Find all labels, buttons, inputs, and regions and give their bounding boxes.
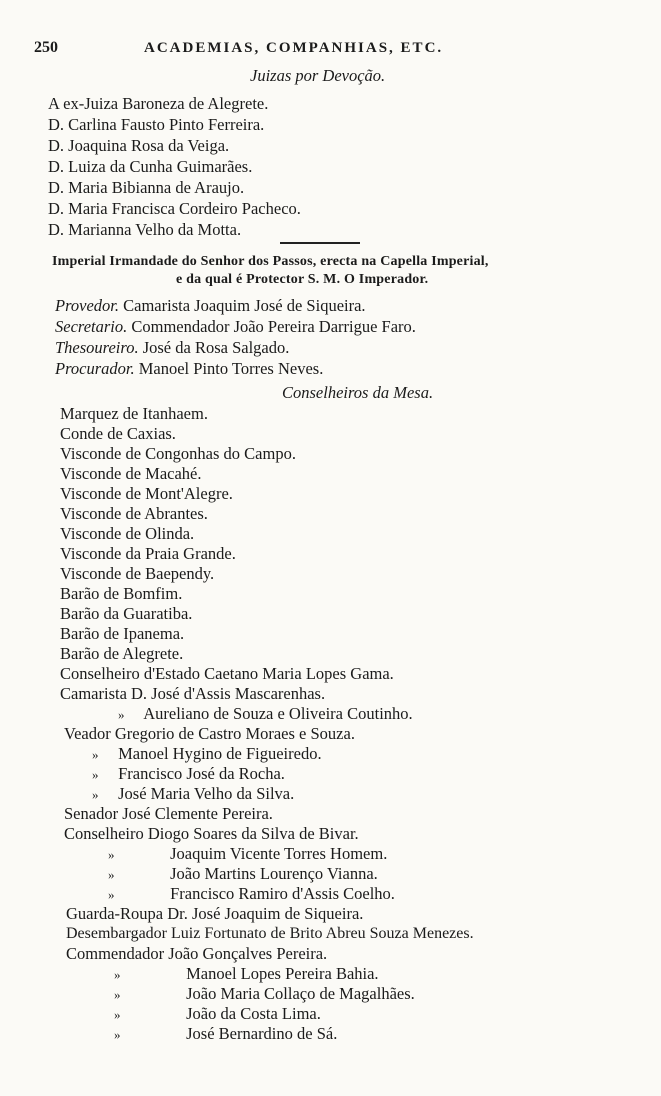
conselheiro-name: Joaquim Vicente Torres Homem. [170,844,388,863]
officer-line [55,359,323,379]
conselheiro-item: Commendador João Gonçalves Pereira. [66,944,328,963]
conselheiro-name: Francisco José da Rocha. [118,764,285,783]
officer-name: Manoel Pinto Torres Neves. [138,359,324,378]
officer-role: Thesoureiro. [55,338,139,357]
conselheiro-name: Francisco Ramiro d'Assis Coelho. [170,884,395,903]
conselheiro-item: Visconde de Olinda. [60,524,195,543]
juiza-item: D. Joaquina Rosa da Veiga. [48,136,230,155]
conselheiro-name: Manoel Hygino de Figueiredo. [118,744,322,763]
conselheiro-item [118,704,413,725]
ditto-mark: » [92,787,99,802]
ditto-mark: » [118,707,125,722]
conselheiro-item [108,844,387,865]
conselheiro-item: Conde de Caxias. [60,424,176,443]
conselheiro-item [114,1024,337,1045]
juiza-item: D. Luiza da Cunha Guimarães. [48,157,253,176]
conselheiro-item [92,764,285,785]
ditto-mark: » [108,847,115,862]
conselheiro-name: José Maria Velho da Silva. [118,784,295,803]
conselheiro-name: José Bernardino de Sá. [186,1024,338,1043]
conselheiro-item [114,1004,321,1025]
officer-name: José da Rosa Salgado. [142,338,290,357]
conselheiro-item: Camarista D. José d'Assis Mascarenhas. [60,684,326,703]
officer-role: Secretario. [55,317,128,336]
conselheiro-name: Aureliano de Souza e Oliveira Coutinho. [143,704,413,723]
conselheiro-item [114,984,415,1005]
ditto-mark: » [114,1027,121,1042]
juiza-item: D. Maria Francisca Cordeiro Pacheco. [48,199,301,218]
ditto-mark: » [114,987,121,1002]
conselheiro-item: Conselheiro Diogo Soares da Silva de Bivar. [64,824,359,843]
ditto-mark: » [92,767,99,782]
section-divider [280,242,360,244]
conselheiro-item [108,884,395,905]
conselheiro-item: Veador Gregorio de Castro Moraes e Souza. [64,724,355,743]
officer-role: Procurador. [55,359,135,378]
conselheiro-item: Visconde de Abrantes. [60,504,208,523]
conselheiro-item: Barão de Alegrete. [60,644,184,663]
officer-role: Provedor. [55,296,120,315]
conselheiro-item: Barão da Guaratiba. [60,604,193,623]
ditto-mark: » [92,747,99,762]
conselheiro-item: Visconde da Praia Grande. [60,544,236,563]
conselheiro-name: Manoel Lopes Pereira Bahia. [186,964,379,983]
conselheiro-item [108,864,378,885]
running-title: ACADEMIAS, COMPANHIAS, ETC. [144,40,444,56]
juiza-item: D. Maria Bibianna de Araujo. [48,178,245,197]
conselheiro-item [92,784,294,805]
conselheiros-heading: Conselheiros da Mesa. [282,383,434,402]
conselheiro-item: Barão de Bomfim. [60,584,183,603]
page-number: 250 [34,39,58,56]
ditto-mark: » [108,887,115,902]
ditto-mark: » [114,967,121,982]
conselheiro-item: Barão de Ipanema. [60,624,185,643]
officer-line [55,317,416,337]
officer-name: Camarista Joaquim José de Siqueira. [123,296,366,315]
officer-line [55,296,366,316]
officer-line [55,338,289,358]
conselheiro-item [92,744,322,765]
conselheiro-item: Visconde de Baependy. [60,564,215,583]
juiza-item: D. Marianna Velho da Motta. [48,220,242,239]
conselheiro-name: João Maria Collaço de Magalhães. [186,984,415,1003]
conselheiro-item: Visconde de Macahé. [60,464,202,483]
juiza-item: D. Carlina Fausto Pinto Ferreira. [48,115,265,134]
irmandade-title-line2: e da qual é Protector S. M. O Imperador. [176,272,429,287]
conselheiro-item: Desembargador Luiz Fortunato de Brito Abreu Souza Menezes. [66,925,474,942]
ditto-mark: » [114,1007,121,1022]
officer-name: Commendador João Pereira Darrigue Faro. [131,317,416,336]
conselheiro-item: Senador José Clemente Pereira. [64,804,273,823]
conselheiro-item: Visconde de Congonhas do Campo. [60,444,296,463]
conselheiro-item: Visconde de Mont'Alegre. [60,484,233,503]
juiza-item: A ex-Juiza Baroneza de Alegrete. [48,94,269,113]
conselheiro-item: Marquez de Itanhaem. [60,404,208,423]
conselheiro-name: João Martins Lourenço Vianna. [170,864,378,883]
juizas-heading: Juizas por Devoção. [250,66,386,85]
conselheiro-item: Conselheiro d'Estado Caetano Maria Lopes Gama. [60,664,394,683]
conselheiro-item: Guarda-Roupa Dr. José Joaquim de Siqueira. [66,904,364,923]
ditto-mark: » [108,867,115,882]
irmandade-title-line1: Imperial Irmandade do Senhor dos Passos, erecta na Capella Imperial, [52,254,489,269]
conselheiro-name: João da Costa Lima. [186,1004,321,1023]
conselheiro-item [114,964,379,985]
